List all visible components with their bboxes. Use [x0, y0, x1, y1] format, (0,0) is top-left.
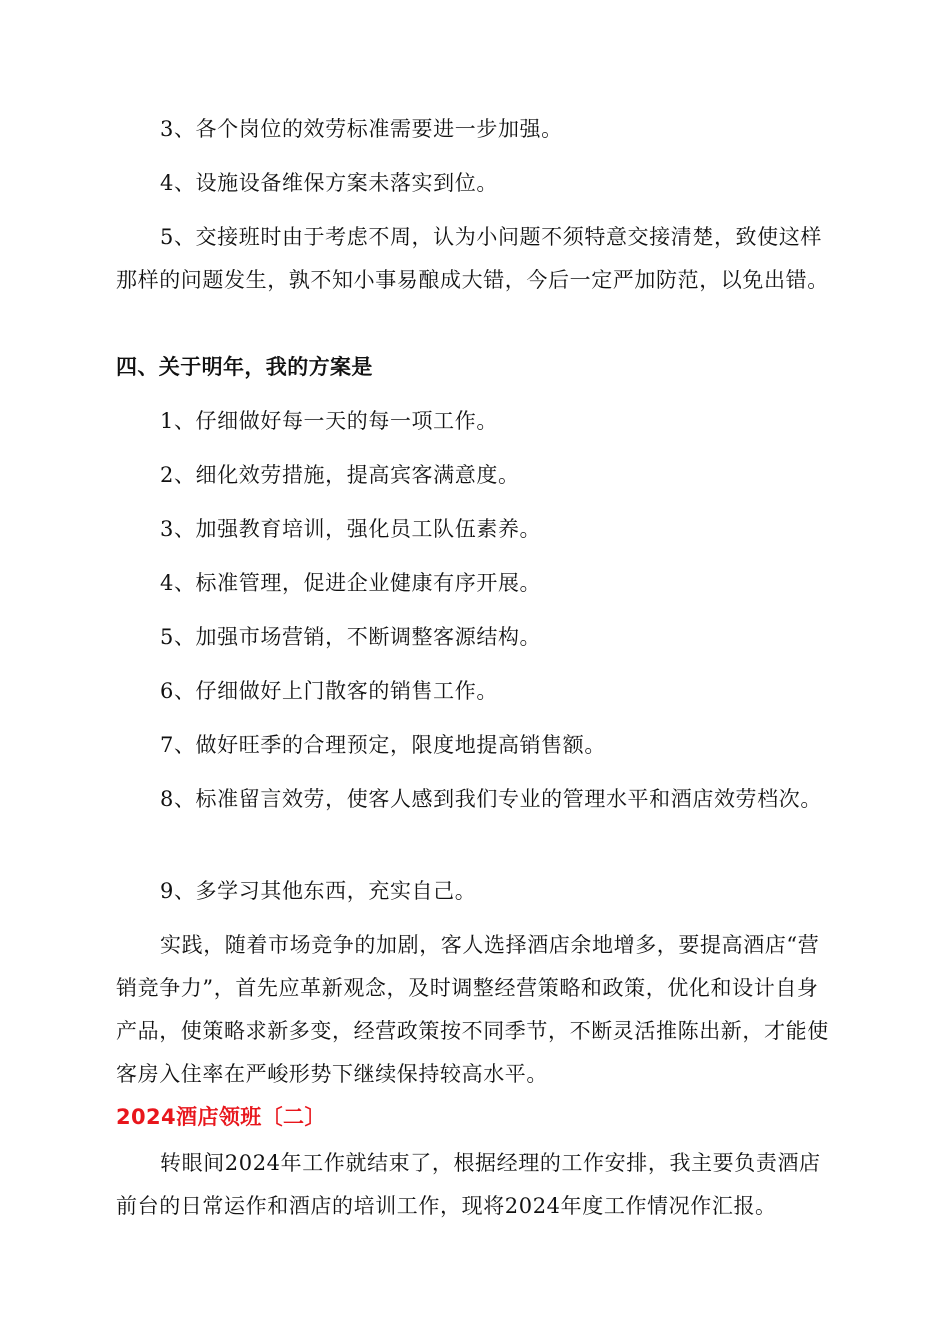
- list-item-prev-3: 3、各个岗位的效劳标准需要进一步加强。: [160, 117, 563, 141]
- plan-item-8: 8、标准留言效劳，使客人感到我们专业的管理水平和酒店效劳档次。: [160, 787, 822, 811]
- plan-item-2: 2、细化效劳措施，提高宾客满意度。: [160, 463, 520, 487]
- plan-item-5: 5、加强市场营销，不断调整客源结构。: [160, 625, 542, 649]
- plan-item-6: 6、仔细做好上门散客的销售工作。: [160, 679, 498, 703]
- part-two-heading: 2024酒店领班〔二〕: [116, 1105, 326, 1129]
- plan-item-1: 1、仔细做好每一天的每一项工作。: [160, 409, 498, 433]
- list-item-prev-4: 4、设施设备维保方案未落实到位。: [160, 171, 498, 195]
- plan-item-3: 3、加强教育培训，强化员工队伍素养。: [160, 517, 542, 541]
- intro-paragraph: 转眼间2024年工作就结束了，根据经理的工作安排，我主要负责酒店前台的日常运作和酒店的培训工作，现将2024年度工作情况作汇报。: [116, 1151, 821, 1218]
- plan-item-7: 7、做好旺季的合理预定，限度地提高销售额。: [160, 733, 606, 757]
- list-item-prev-5: 5、交接班时由于考虑不周，认为小问题不须特意交接清楚，致使这样那样的问题发生，孰不知小事易酿成大错，今后一定严加防范，以免出错。: [116, 225, 829, 292]
- closing-paragraph: 实践，随着市场竞争的加剧，客人选择酒店余地增多，要提高酒店“营销竞争力”，首先应革新观念，及时调整经营策略和政策，优化和设计自身产品，使策略求新多变，经营政策按不同季节，不断灵活推陈出新，才能使客房入住率在严峻形势下继续保持较高水平。: [116, 933, 829, 1086]
- section-heading: 四、关于明年，我的方案是: [116, 355, 373, 379]
- plan-item-9: 9、多学习其他东西，充实自己。: [160, 879, 477, 903]
- plan-item-4: 4、标准管理，促进企业健康有序开展。: [160, 571, 542, 595]
